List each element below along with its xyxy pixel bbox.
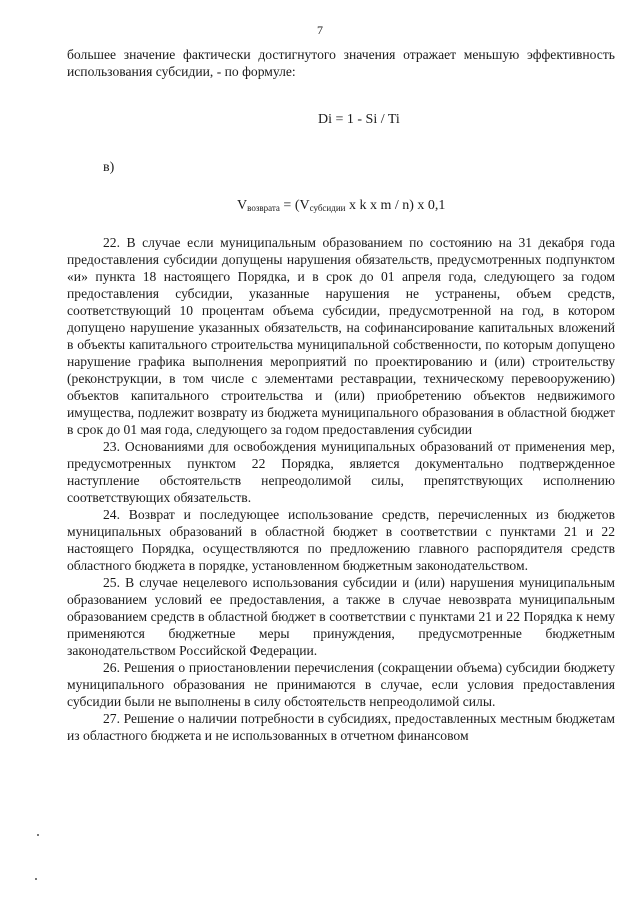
paragraph-24: 24. Возврат и последующее использование средств, перечисленных из бюджетов муниципальных образований в областной бюджет в соответствии с пунктами 21 и 22 настоящего Порядка, осуществляются по предложению главного распорядителя средств областного бюджета в порядке, установленном бюджетным законодательством. (67, 507, 615, 573)
paragraph-22: 22. В случае если муниципальным образованием по состоянию на 31 декабря года предоставления субсидии допущены нарушения обязательств, предусмотренных подпунктом «и» пункта 18 настоящего Порядка, и в срок до 01 апреля года, следующего за годом предоставления субсидии, указанные нарушения не устранены, объем средств, соответствующий 10 процентам объема субсидии, предусмотренной на год, в котором допущено нарушение указанных обязательств, на софинансирование капитальных вложений в объекты капитального строительства муниципальной собственности, по которым допущено нарушение графика выполнения мероприятий по проектированию и (или) строительству (реконструкции, в том числе с элементами реставрации, техническому перевооружению) объектов капитального строительства и (или) приобретению объектов недвижимого имущества, подлежит возврату из бюджета муниципального образования в областной бюджет в срок до 01 мая года, следующего за годом предоставления субсидии (67, 235, 615, 437)
paragraph-25: 25. В случае нецелевого использования субсидии и (или) нарушения муниципальным образованием условий ее предоставления, а также в случае невозврата муниципальным образованием средств в областной бюджет в соответствии с пунктами 21 и 22 Порядка к нему применяются бюджетные меры принуждения, предусмотренные бюджетным законодательством Российской Федерации. (67, 575, 615, 658)
formula-v (237, 197, 445, 217)
formula-v-subsidy-subscript: субсидии (309, 203, 346, 213)
paragraph-26: 26. Решения о приостановлении перечисления (сокращении объема) субсидии бюджету муниципального образования не принимаются в случае, если условия предоставления субсидии были не выполнены в силу обстоятельств непреодолимой силы. (67, 660, 615, 709)
paragraph-27: 27. Решение о наличии потребности в субсидиях, предоставленных местным бюджетам из областного бюджета и не использованных в отчетном финансовом (67, 711, 615, 743)
scan-speck (35, 878, 37, 880)
intro-paragraph: большее значение фактически достигнутого значения отражает меньшую эффективность использования субсидии, - по формуле: (67, 47, 615, 79)
intro-block (67, 46, 615, 80)
formula-v-symbol: V (237, 198, 248, 213)
body-text (67, 234, 615, 744)
formula-v-equals: = (V (279, 198, 310, 213)
paragraph-23: 23. Основаниями для освобождения муниципальных образований от применения мер, предусмотренных пунктом 22 Порядка, является документально подтвержденное наступление обстоятельств непреодолимой силы, препятствующих исполнению соответствующих обязательств. (67, 439, 615, 505)
page-number: 7 (317, 23, 323, 37)
formula-d: Di = 1 - Si / Ti (318, 112, 400, 127)
formula-v-rest: x k x m / n) x 0,1 (345, 198, 446, 213)
scan-speck (37, 834, 39, 836)
item-label-v: в) (103, 160, 115, 175)
formula-v-subscript: возврата (247, 203, 280, 213)
